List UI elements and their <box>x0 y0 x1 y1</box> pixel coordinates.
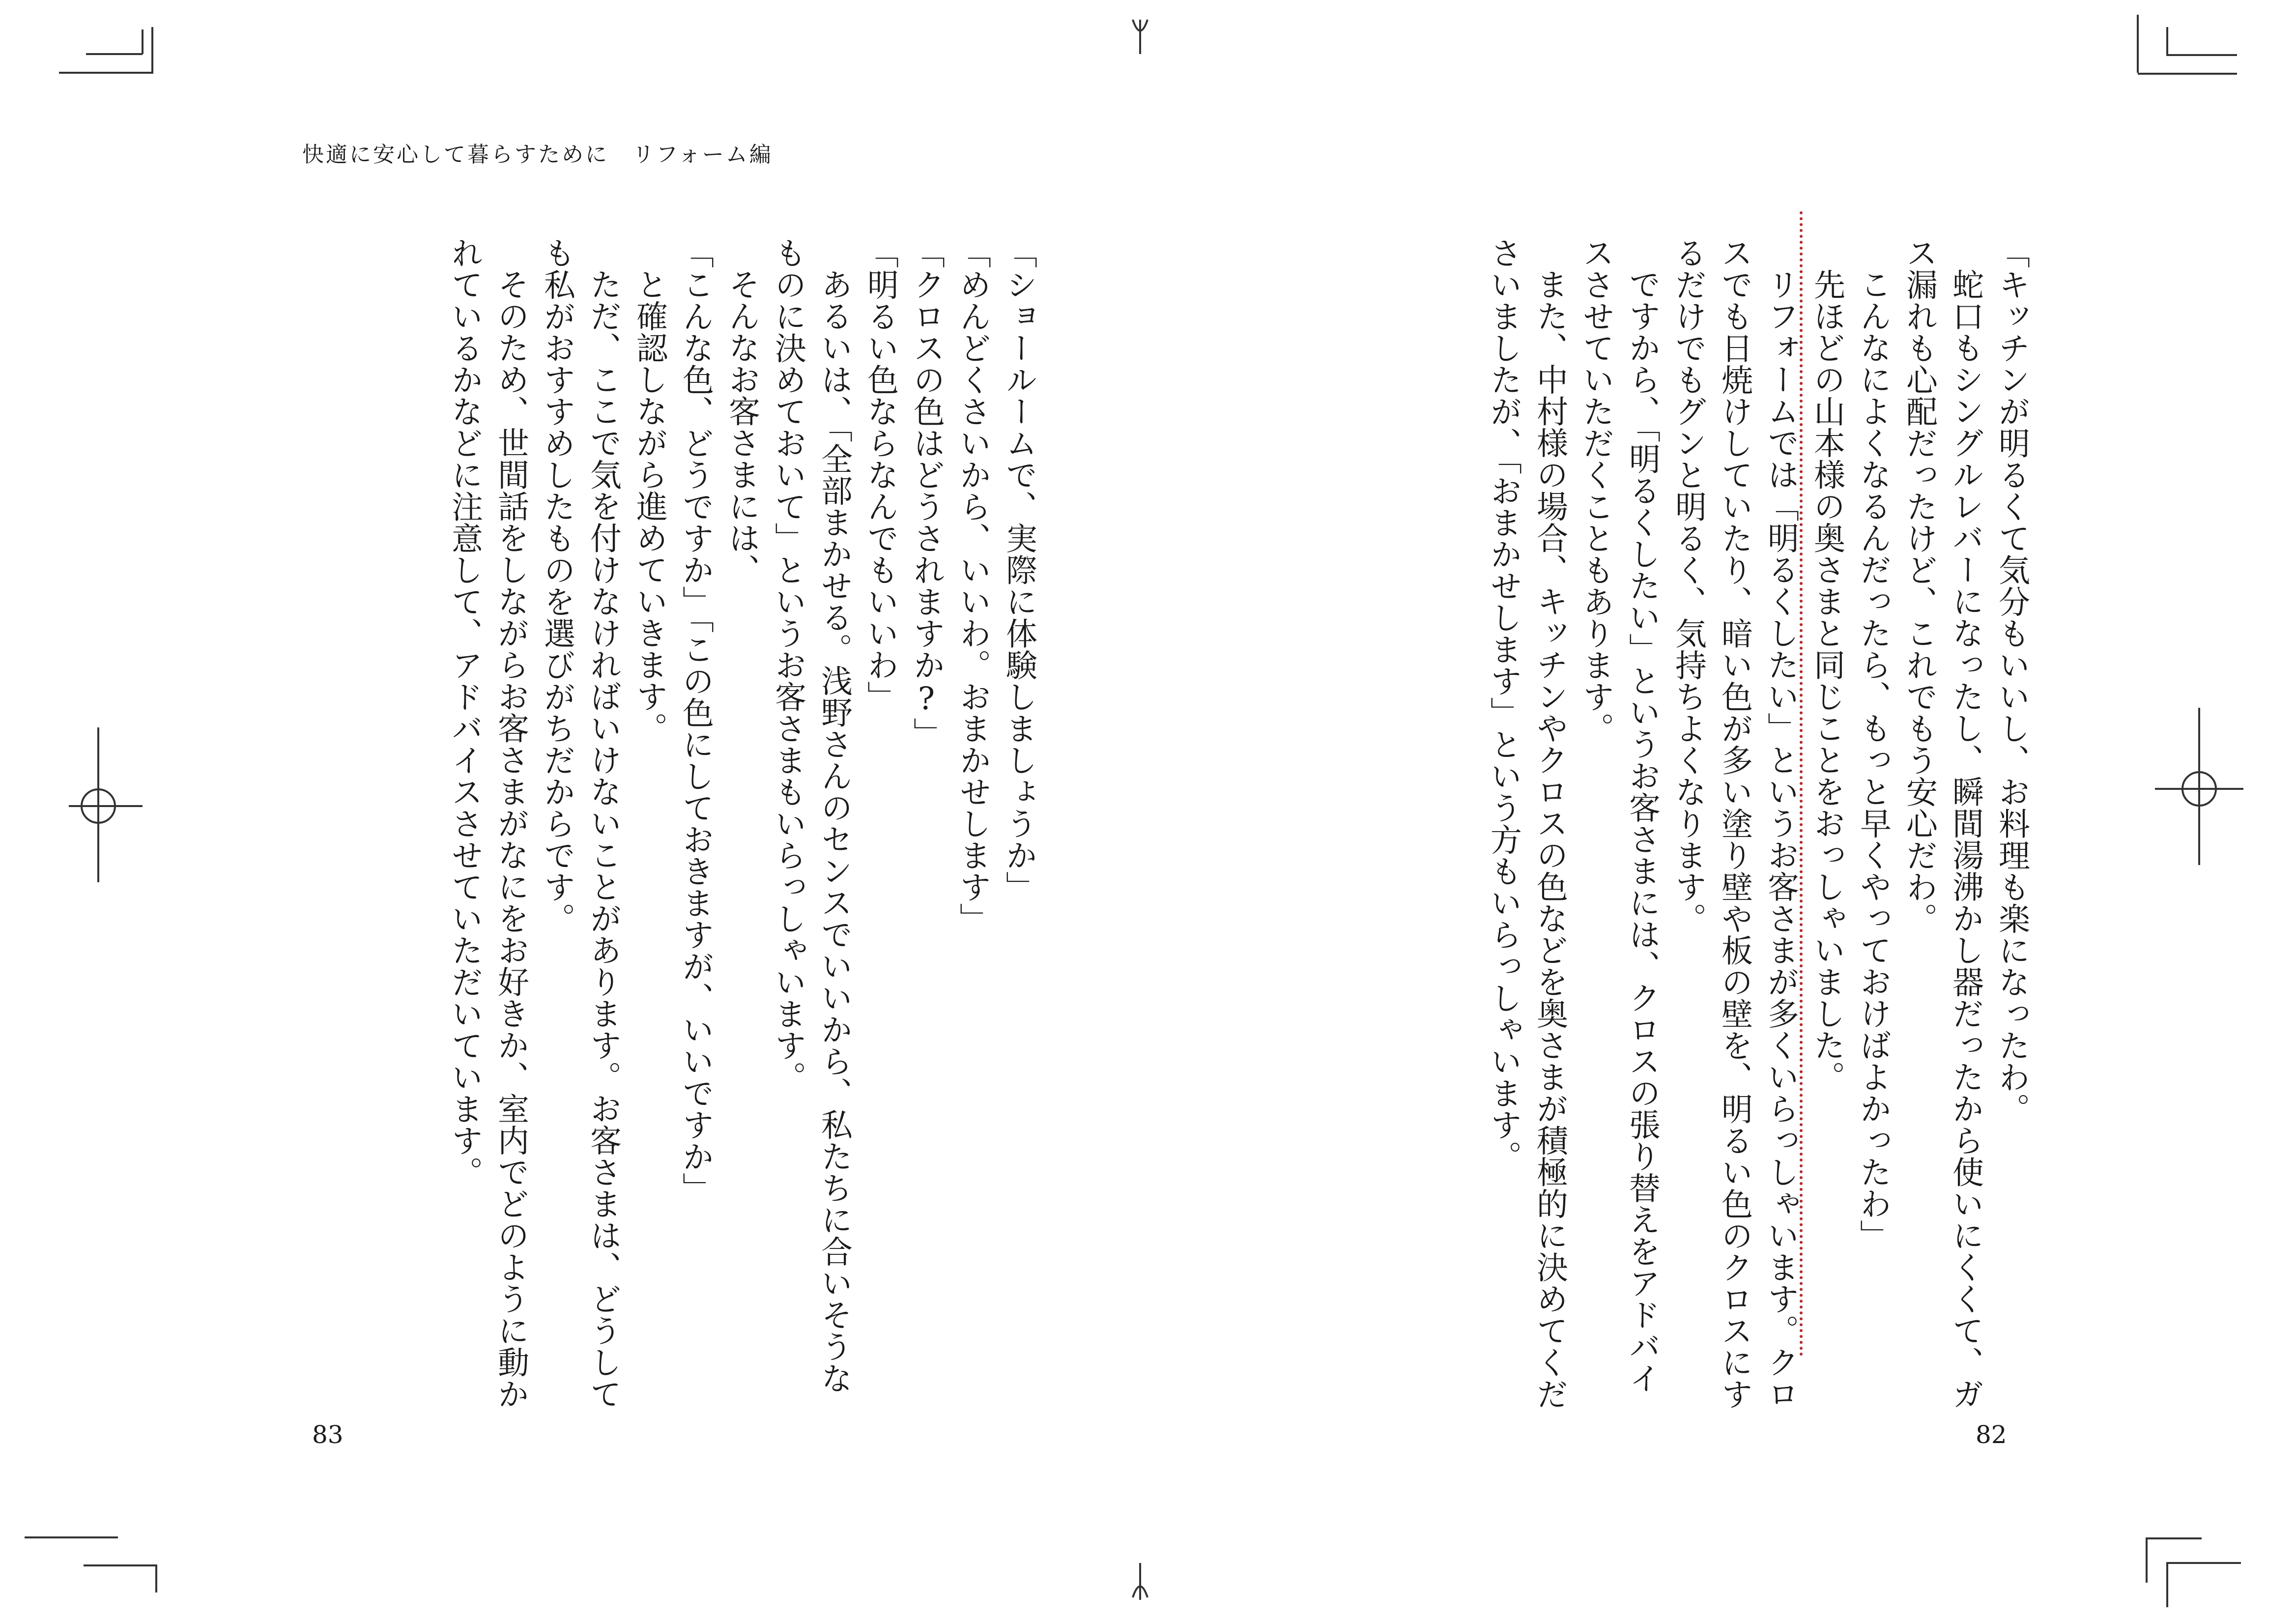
paragraph: 蛇口もシングルレバーになったし、瞬間湯沸かし器だったから使いにくくて、ガ <box>1947 268 1983 1410</box>
paragraph: あるいは、「全部まかせる。浅野さんのセンスでいいから、私たちに合いそうな <box>816 268 852 1394</box>
crop-mark-top-left <box>59 27 152 73</box>
paragraph: スさせていただくこともあります。 <box>1578 237 1614 744</box>
paragraph: も私がおすすめしたものを選びがちだからです。 <box>539 237 575 934</box>
crop-mark-bottom-left <box>25 1537 156 1592</box>
paragraph: 「キッチンが明るくて気分もいいし、お料理も楽になったわ。 <box>1993 237 2030 1125</box>
registration-target-left <box>69 727 143 882</box>
crop-mark-bottom-right <box>2147 1538 2241 1607</box>
paragraph: るだけでもグンと明るく、気持ちよくなります。 <box>1670 237 1706 934</box>
paragraph: こんなによくなるんだったら、もっと早くやっておけばよかったわ」 <box>1855 268 1891 1251</box>
center-mark-top <box>1133 20 1148 54</box>
paragraph: 先ほどの山本様の奥さまと同じことをおっしゃいました。 <box>1808 268 1845 1093</box>
page-number-right: 82 <box>1976 1420 2007 1449</box>
paragraph: ただ、ここで気を付けなければいけないことがあります。お客さまは、どうして <box>585 268 621 1410</box>
dotted-divider <box>1800 211 1803 1357</box>
registration-target-right <box>2155 708 2243 865</box>
paragraph: ものに決めておいて」というお客さまもいらっしゃいます。 <box>770 237 806 1093</box>
right-page-body <box>1268 237 2035 1446</box>
paragraph: と確認しながら進めていきます。 <box>631 268 667 744</box>
paragraph: そんなお客さまには、 <box>723 268 760 585</box>
center-mark-bottom <box>1133 1563 1148 1600</box>
paragraph: そのため、世間話をしながらお客さまがなにをお好きか、室内でどのように動か <box>492 268 529 1410</box>
paragraph: れているかなどに注意して、アドバイスさせていただいています。 <box>446 237 483 1188</box>
paragraph: 「めんどくさいから、いいわ。おまかせします」 <box>954 237 991 934</box>
paragraph: ですから、「明るくしたい」というお客さまには、クロスの張り替えをアドバイ <box>1624 268 1660 1394</box>
paragraph: スでも日焼けしていたり、暗い色が多い塗り壁や板の壁を、明るい色のクロスにす <box>1716 237 1752 1410</box>
paragraph: また、中村様の場合、キッチンやクロスの色などを奥さまが積極的に決めてくだ <box>1531 268 1568 1410</box>
running-head: 快適に安心して暮らすために リフォーム編 <box>302 142 773 167</box>
paragraph: さいましたが、「おまかせします」という方もいらっしゃいます。 <box>1485 237 1521 1172</box>
paragraph: 「クロスの色はどうされますか?」 <box>908 237 945 749</box>
paragraph: 「こんな色、どうですか」「この色にしておきますが、いいですか」 <box>677 237 714 1204</box>
crop-mark-top-right <box>2138 15 2237 74</box>
paragraph: リフォームでは「明るくしたい」というお客さまが多くいらっしゃいます。クロ <box>1762 268 1799 1410</box>
paragraph: 「明るい色ならなんでもいいわ」 <box>862 237 898 713</box>
paragraph: ス漏れも心配だったけど、これでもう安心だわ。 <box>1901 237 1937 934</box>
left-page-body <box>315 237 1042 1446</box>
paragraph: 「ショールームで、実際に体験しましょうか」 <box>1001 237 1037 903</box>
page-number-left: 83 <box>312 1420 344 1449</box>
